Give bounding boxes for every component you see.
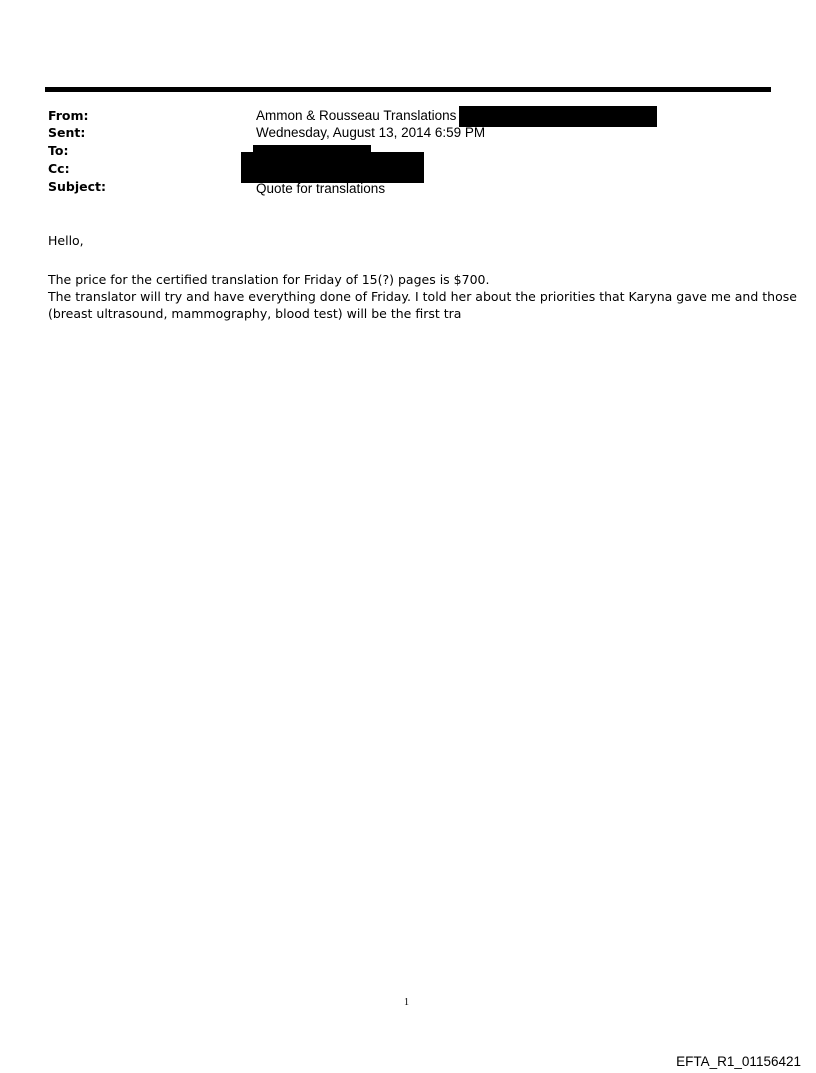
sent-label: Sent:: [48, 125, 86, 140]
from-label: From:: [48, 108, 89, 123]
email-body-line: The translator will try and have everything done of Friday. I told her about the priorities that Karyna gave me and those: [48, 289, 797, 304]
email-greeting: Hello,: [48, 233, 84, 248]
header-divider: [45, 87, 771, 92]
subject-label: Subject:: [48, 179, 106, 194]
email-body-line: (breast ultrasound, mammography, blood test) will be the first tra: [48, 306, 462, 321]
page-number: 1: [404, 997, 409, 1008]
subject-value: Quote for translations: [256, 181, 386, 196]
sent-value: Wednesday, August 13, 2014 6:59 PM: [256, 125, 486, 140]
redaction-box-cc: [241, 152, 424, 183]
email-body-line: The price for the certified translation for Friday of 15(?) pages is $700.: [48, 272, 490, 287]
cc-label: Cc:: [48, 161, 70, 176]
to-label: To:: [48, 143, 69, 158]
document-id: EFTA_R1_01156421: [676, 1054, 801, 1069]
redaction-box-from: [459, 106, 657, 127]
from-value: Ammon & Rousseau Translations: [256, 108, 457, 123]
